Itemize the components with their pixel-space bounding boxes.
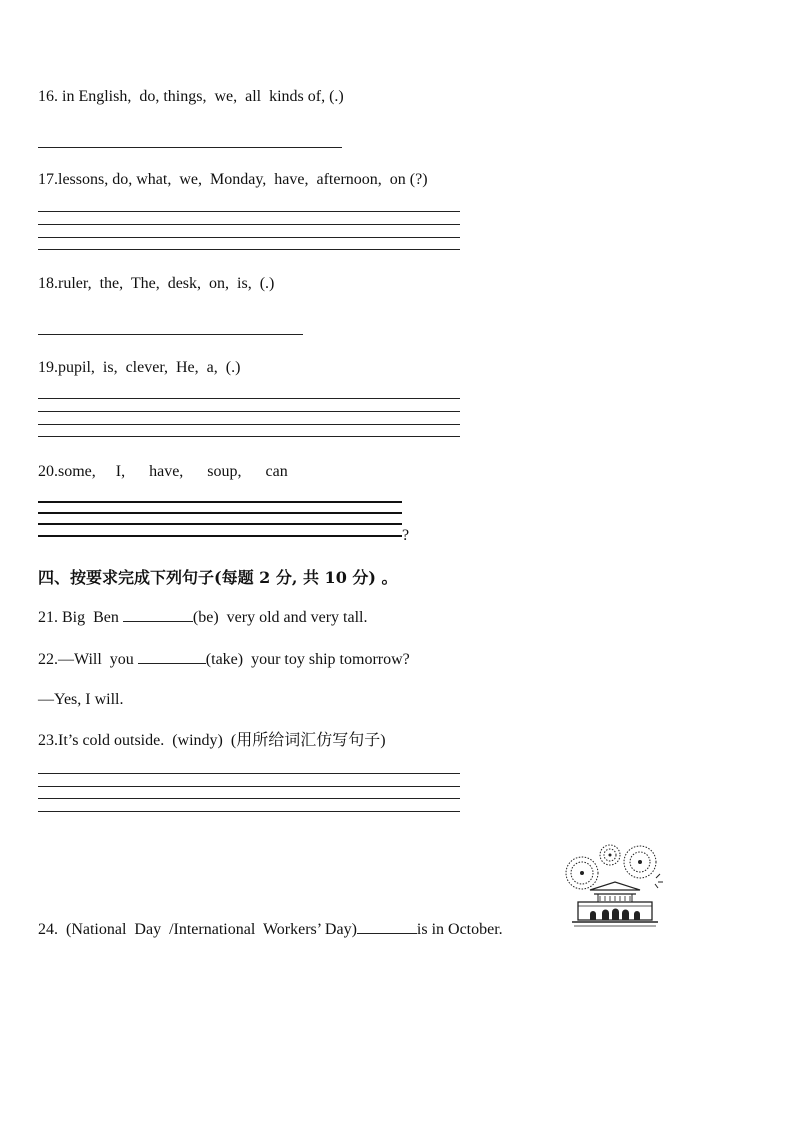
question-24: [38, 919, 503, 940]
answer-line-20c[interactable]: [38, 523, 402, 525]
question-19: 19.pupil, is, clever, He, a, (.): [38, 359, 241, 376]
blank-22[interactable]: [138, 649, 206, 664]
answer-line-17a[interactable]: [38, 211, 460, 212]
answer-line-23c[interactable]: [38, 798, 460, 799]
section-heading: 四、按要求完成下列句子(每题 2 分, 共 10 分) 。: [38, 568, 398, 587]
answer-line-17b[interactable]: [38, 224, 460, 225]
question-17: 17.lessons, do, what, we, Monday, have, afternoon, on (?): [38, 171, 428, 188]
question-21-after: (be) very old and very tall.: [192, 609, 368, 626]
blank-21[interactable]: [123, 607, 193, 622]
question-18: 18.ruler, the, The, desk, on, is, (.): [38, 275, 275, 292]
tiananmen-fireworks-icon: [560, 840, 670, 930]
question-23: 23.It’s cold outside. (windy) (用所给词汇仿写句子): [38, 732, 386, 749]
answer-line-20d[interactable]: [38, 535, 402, 537]
answer-line-17d[interactable]: [38, 249, 460, 250]
question-24-before: 24. (National Day /International Workers’ Day): [38, 921, 357, 938]
answer-line-20b[interactable]: [38, 512, 402, 514]
question-22-after: (take) your toy ship tomorrow?: [205, 651, 410, 668]
answer-line-16[interactable]: [38, 147, 342, 148]
answer-line-19a[interactable]: [38, 398, 460, 399]
question-16: 16. in English, do, things, we, all kinds of, (.): [38, 88, 344, 105]
answer-line-19c[interactable]: [38, 424, 460, 425]
question-21: [38, 607, 368, 628]
question-22-answer: —Yes, I will.: [38, 691, 124, 708]
answer-line-20a[interactable]: [38, 501, 402, 503]
answer-line-19b[interactable]: [38, 411, 460, 412]
answer-line-17c[interactable]: [38, 237, 460, 238]
question-24-after: is in October.: [416, 921, 503, 938]
answer-line-23a[interactable]: [38, 773, 460, 774]
answer-line-18[interactable]: [38, 334, 303, 335]
question-21-before: 21. Big Ben: [38, 609, 123, 626]
question-22: [38, 649, 410, 670]
answer-line-19d[interactable]: [38, 436, 460, 437]
blank-24[interactable]: [357, 919, 417, 934]
question-22-before: 22.—Will you: [38, 651, 138, 668]
question-mark: ?: [402, 527, 410, 544]
answer-line-23d[interactable]: [38, 811, 460, 812]
question-20: 20.some, I, have, soup, can: [38, 463, 288, 480]
answer-line-23b[interactable]: [38, 786, 460, 787]
